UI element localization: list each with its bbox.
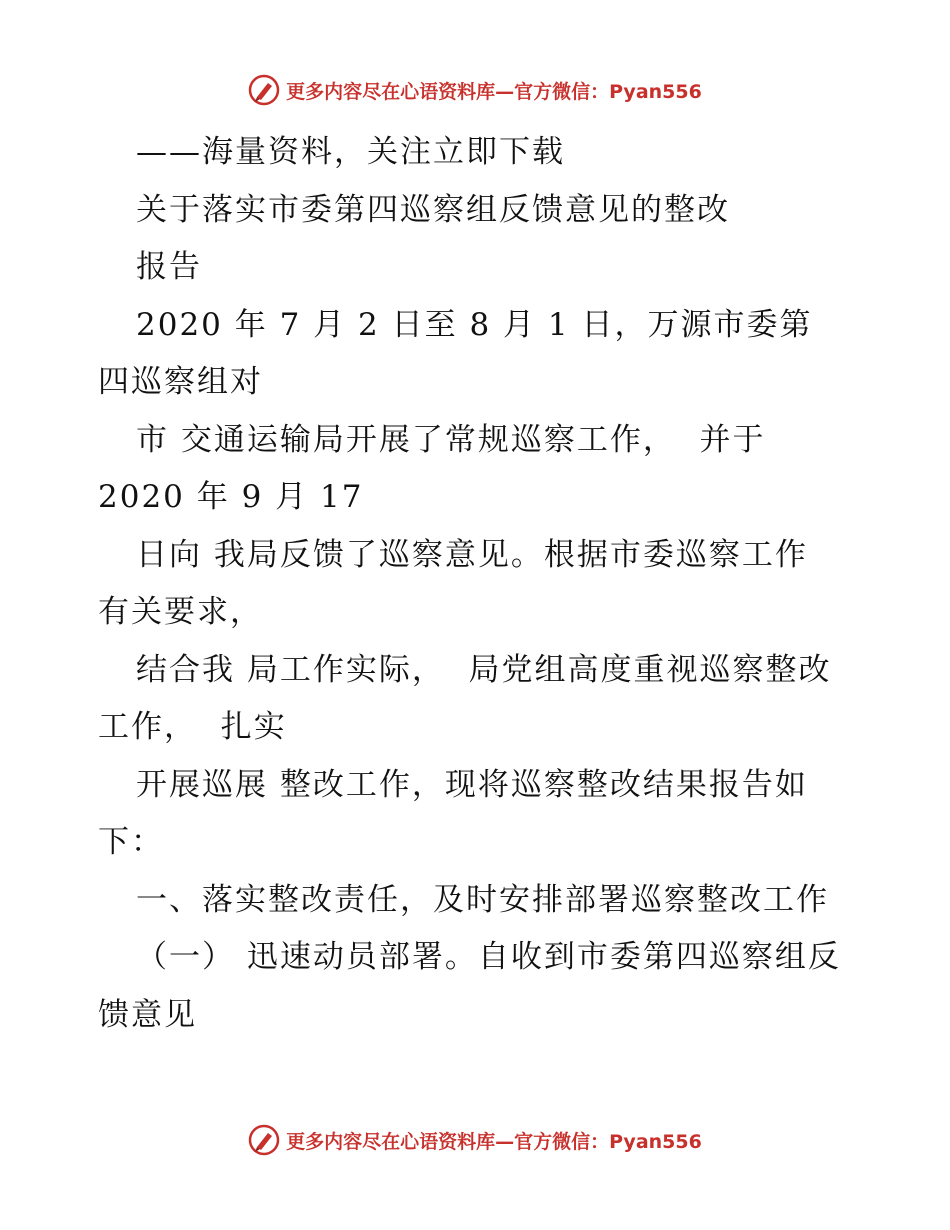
paragraph-line: 四巡察组对 [98, 364, 263, 400]
paragraph-line: 2020 年 7 月 2 日至 8 月 1 日，万源市委第 [136, 306, 813, 343]
paragraph-line: 下： [98, 824, 164, 860]
paragraph-line: 2020 年 9 月 17 [98, 479, 364, 515]
paragraph-line: （一） 迅速动员部署。自收到市委第四巡察组反 [136, 939, 841, 975]
document-title-cont: 报告 [136, 249, 202, 285]
paragraph-line: 馈意见 [98, 996, 197, 1033]
section-heading: 一、落实整改责任，及时安排部署巡察整改工作 [136, 881, 829, 918]
pen-logo-icon [248, 74, 280, 106]
paragraph-line: 工作， 扎实 [98, 709, 287, 745]
document-body [98, 124, 868, 1044]
paragraph-line: 有关要求， [98, 594, 263, 630]
header-banner-text: 更多内容尽在心语资料库—官方微信：Pyan556 [286, 80, 702, 103]
footer-banner [0, 1120, 950, 1160]
document-title: 关于落实市委第四巡察组反馈意见的整改 [136, 191, 730, 228]
pen-logo-icon [248, 1124, 280, 1156]
subtitle-line: ——海量资料，关注立即下载 [136, 134, 565, 170]
paragraph-line: 市 交通运输局开展了常规巡察工作， 并于 [136, 421, 766, 458]
paragraph-line: 日向 我局反馈了巡察意见。根据市委巡察工作 [136, 536, 808, 573]
paragraph-line: 开展巡展 整改工作，现将巡察整改结果报告如 [136, 766, 808, 803]
footer-banner-text: 更多内容尽在心语资料库—官方微信：Pyan556 [286, 1130, 702, 1153]
paragraph-line: 结合我 局工作实际， 局党组高度重视巡察整改 [136, 651, 832, 688]
header-banner [0, 70, 950, 110]
